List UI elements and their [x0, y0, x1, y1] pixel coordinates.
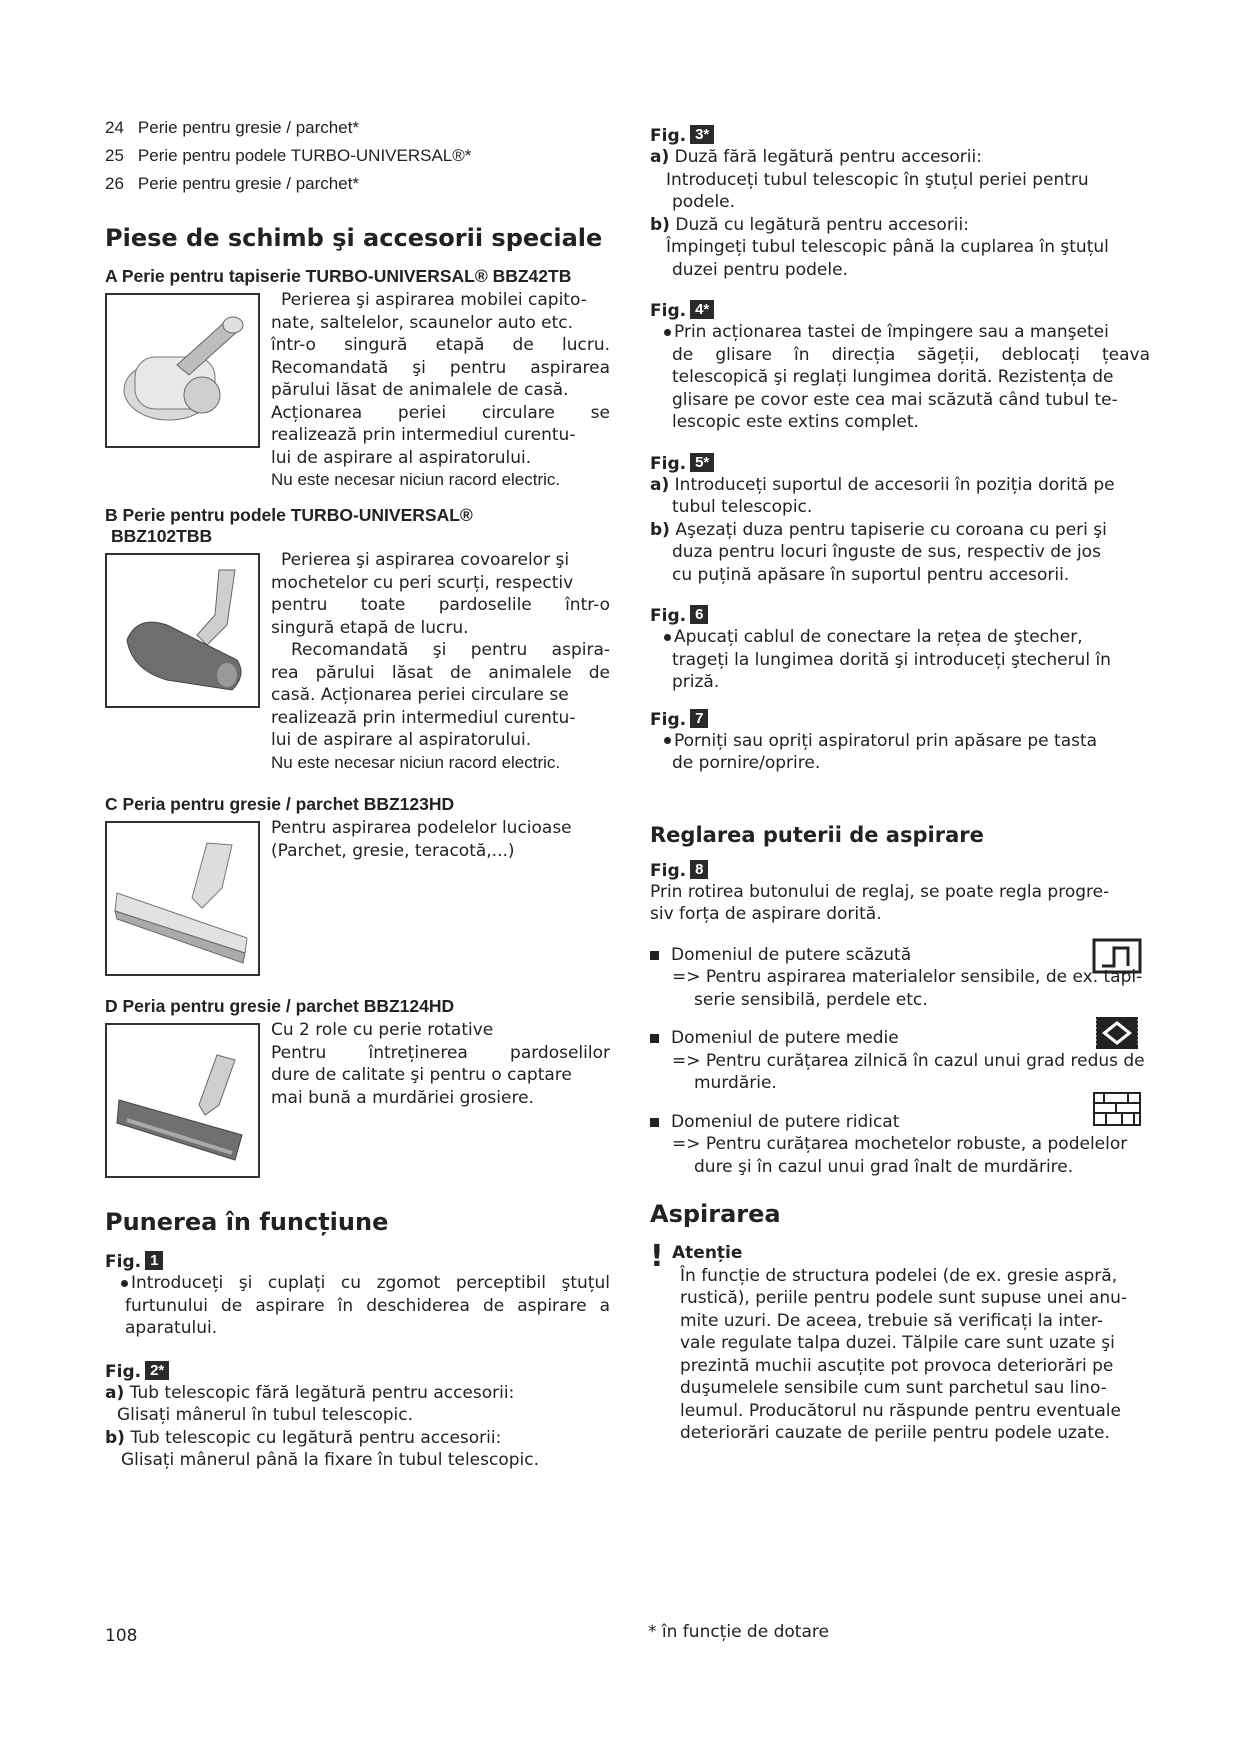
fig-3-b-line: duzei pentru podele.	[672, 259, 848, 280]
power-level-desc: Pentru curățarea zilnică în cazul unui grad redus de	[705, 1050, 1145, 1071]
power-level-low	[650, 944, 1150, 1012]
fig-3-a-line: podele.	[672, 192, 736, 212]
fig-6-line: Apucați cablul de conectare la rețea de ştecher,	[674, 627, 1083, 647]
accessory-b-title	[105, 505, 610, 547]
power-level-desc: serie sensibilă, perdele etc.	[694, 989, 928, 1010]
fig-5-a	[650, 474, 1150, 497]
list-item-text: Perie pentru gresie / parchet*	[137, 174, 360, 193]
vacuuming-heading: Aspirarea	[650, 1200, 781, 1228]
fig-3-b	[650, 214, 1150, 237]
accessory-a-line: într-o singură etapă de lucru.	[271, 335, 610, 355]
accessory-c	[105, 817, 610, 992]
hard-floor-roller-brush-image	[105, 1023, 260, 1178]
accessory-a	[105, 289, 610, 489]
fig-2-a-text: Tub telescopic fără legătură pentru accesorii:	[129, 1382, 515, 1403]
accessory-c-title: C Peria pentru gresie / parchet BBZ123HD	[105, 794, 455, 814]
accessory-d-line: Pentru întreținerea pardoselilor	[271, 1042, 610, 1063]
fig-5-b-line: cu puțină apăsare în suportul pentru accesorii.	[672, 564, 1070, 585]
fig-1-text	[105, 1272, 610, 1340]
fig-7-line: Porniți sau opriți aspiratorul prin apăsare pe tasta	[674, 730, 1098, 751]
arrow-icon: =>	[672, 967, 701, 987]
list-item	[105, 114, 610, 142]
bullet-icon	[650, 1118, 659, 1127]
accessory-b-line: rea părului lăsat de animalele de	[271, 662, 610, 683]
accessory-d-line: dure de calitate şi pentru o captare	[271, 1065, 572, 1085]
fig-1-line: Introduceți şi cuplați cu zgomot perceptibil ştuțul	[131, 1273, 610, 1293]
power-level-high	[650, 1111, 1150, 1179]
bullet-icon	[650, 1034, 659, 1043]
accessory-a-line: Perierea şi aspirarea mobilei capito-	[281, 290, 587, 310]
fig-7-label	[650, 704, 1150, 730]
warning-block	[650, 1239, 1150, 1445]
accessory-b-model: BBZ102TBB	[111, 526, 213, 546]
fig-4-text	[650, 321, 1150, 434]
warning-line: rustică), periile pentru podele sunt supuse unei anu-	[680, 1288, 1127, 1308]
power-level-name: Domeniul de putere medie	[671, 1028, 899, 1048]
fig-8-line: Prin rotirea butonului de reglaj, se poate regla progre-	[650, 881, 1110, 902]
fig-number-badge: 2*	[145, 1361, 169, 1380]
fig-6-line: trageți la lungimea dorită şi introduceți ştecherul în	[672, 649, 1111, 670]
fig-4-line: Prin acționarea tastei de împingere sau a manşetei	[674, 322, 1109, 342]
fig-2-a	[105, 1382, 610, 1405]
warning-icon: !	[650, 1239, 664, 1274]
warning-line: vale regulate talpa duzei. Tălpile care sunt uzate şi	[680, 1333, 1115, 1353]
curtain-icon	[1092, 938, 1142, 974]
bullet-icon	[664, 634, 671, 641]
fig-5-b-line: duza pentru locuri înguste de sus, respectiv de jos	[672, 542, 1101, 562]
list-item	[105, 170, 610, 198]
power-level-desc: murdărie.	[694, 1073, 777, 1093]
fig-2-b-detail: Glisați mânerul până la fixare în tubul telescopic.	[121, 1450, 540, 1470]
fig-4-line: telescopică şi reglați lungimea dorită. Rezistența de	[672, 367, 1114, 387]
right-column	[650, 120, 1150, 1445]
fig-label-text: Fig.	[650, 606, 687, 626]
bullet-icon	[650, 951, 659, 960]
accessory-b-line: mochetelor cu peri scurți, respectiv	[271, 572, 574, 593]
fig-1-line: furtunului de aspirare în deschiderea de aspirare a	[125, 1295, 610, 1316]
warning-title: Atenție	[672, 1243, 743, 1263]
upholstery-brush-image	[105, 293, 260, 448]
fig-4-line: glisare pe covor este cea mai scăzută când tubul te-	[672, 389, 1118, 410]
accessory-a-line: părului lăsat de animalele de casă.	[271, 380, 569, 400]
accessory-a-line: nate, saltelelor, scaunelor auto etc.	[271, 312, 574, 333]
floor-icon	[1092, 1091, 1142, 1127]
accessory-d-title: D Peria pentru gresie / parchet BBZ124HD	[105, 996, 455, 1016]
accessory-b-line: Recomandată şi pentru aspira-	[291, 640, 610, 660]
fig-5-a-line: tubul telescopic.	[672, 497, 813, 517]
page-number: 108	[105, 1626, 138, 1646]
accessory-b-line: casă. Acționarea periei circulare se	[271, 685, 569, 705]
power-level-medium	[650, 1027, 1150, 1095]
item-key: a)	[650, 147, 670, 167]
startup-heading: Punerea în funcțiune	[105, 1208, 389, 1236]
left-column	[105, 114, 610, 1472]
fig-label-text: Fig.	[105, 1361, 142, 1382]
fig-label-text: Fig.	[105, 1252, 142, 1272]
accessory-c-line: Pentru aspirarea podelelor lucioase	[271, 818, 572, 838]
accessory-c-line: (Parchet, gresie, teracotă,...)	[271, 840, 515, 861]
fig-7-text	[650, 730, 1150, 775]
fig-4-line: lescopic este extins complet.	[672, 412, 919, 432]
warning-line: În funcție de structura podelei (de ex. gresie aspră,	[680, 1265, 1118, 1286]
spare-parts-heading: Piese de schimb şi accesorii speciale	[105, 224, 603, 252]
fig-label-text: Fig.	[650, 126, 687, 146]
fig-5-b-line: Aşezați duza pentru tapiserie cu coroana cu peri şi	[675, 519, 1107, 540]
fig-3-a	[650, 146, 1150, 169]
power-level-desc: Pentru curățarea mochetelor robuste, a podelelor	[705, 1134, 1128, 1154]
power-level-desc: Pentru aspirarea materialelor sensibile, de ex. tapi-	[705, 967, 1143, 987]
fig-label-text: Fig.	[650, 860, 687, 881]
fig-6-text	[650, 626, 1150, 694]
accessory-b-title-line: B Perie pentru podele TURBO-UNIVERSAL®	[105, 505, 473, 525]
accessory-d	[105, 1019, 610, 1194]
footnote: * în funcție de dotare	[648, 1622, 829, 1642]
accessory-b-note: Nu este necesar niciun racord electric.	[271, 752, 561, 772]
list-item	[105, 142, 610, 170]
rug-icon	[1092, 1015, 1142, 1051]
list-item-text: Perie pentru gresie / parchet*	[137, 118, 360, 137]
fig-number-badge: 1	[145, 1251, 163, 1270]
accessory-b-line: Perierea şi aspirarea covoarelor şi	[281, 550, 570, 570]
warning-line: leumul. Producătorul nu răspunde pentru eventuale	[680, 1400, 1121, 1421]
fig-6-label	[650, 600, 1150, 626]
accessory-b-line: pentru toate pardoselile într-o	[271, 595, 610, 615]
fig-4-line: de glisare în direcția săgeții, deblocați țeava	[672, 344, 1150, 365]
parts-list	[105, 114, 610, 198]
fig-3-a-line: Introduceți tubul telescopic în ştuțul periei pentru	[666, 169, 1089, 190]
accessory-a-line: Recomandată şi pentru aspirarea	[271, 357, 610, 378]
list-item-number: 26	[105, 174, 124, 193]
accessory-b-line: realizează prin intermediul curentu-	[271, 707, 576, 728]
power-level-desc: dure şi în cazul unui grad înalt de murdărire.	[694, 1156, 1074, 1177]
fig-label-text: Fig.	[650, 301, 687, 321]
fig-label-text: Fig.	[650, 709, 687, 730]
accessory-a-title: A Perie pentru tapiserie TURBO-UNIVERSAL® BBZ42TB	[105, 266, 572, 286]
fig-2-label	[105, 1356, 610, 1382]
fig-4-label	[650, 295, 1150, 321]
fig-3-b-text: Duză cu legătură pentru accesorii:	[675, 214, 969, 235]
fig-2-b-text: Tub telescopic cu legătură pentru accesorii:	[130, 1427, 502, 1448]
fig-number-badge: 6	[690, 605, 708, 624]
accessory-b-line: singură etapă de lucru.	[271, 617, 469, 638]
fig-1-line: aparatului.	[125, 1318, 218, 1338]
warning-line: mite uzuri. De aceea, trebuie să verificați la inter-	[680, 1310, 1103, 1331]
list-item-number: 25	[105, 146, 124, 165]
fig-2-b	[105, 1427, 610, 1450]
item-key: b)	[650, 519, 670, 540]
fig-number-badge: 8	[690, 860, 708, 879]
fig-label-text: Fig.	[650, 453, 687, 474]
accessory-a-line: realizează prin intermediul curentu-	[271, 425, 576, 445]
hard-floor-brush-image	[105, 821, 260, 976]
list-item-text: Perie pentru podele TURBO-UNIVERSAL®*	[137, 146, 472, 165]
fig-8-label	[650, 855, 1150, 881]
accessory-b-line: lui de aspirare al aspiratorului.	[271, 730, 532, 750]
power-level-name: Domeniul de putere scăzută	[671, 944, 912, 965]
fig-6-line: priză.	[672, 672, 720, 692]
accessory-a-note: Nu este necesar niciun racord electric.	[271, 470, 561, 489]
fig-7-line: de pornire/oprire.	[672, 753, 821, 773]
accessory-d-line: Cu 2 role cu perie rotative	[271, 1020, 494, 1040]
fig-3-label	[650, 120, 1150, 146]
accessory-a-line: lui de aspirare al aspiratorului.	[271, 447, 532, 468]
warning-line: deteriorări cauzate de periile pentru podele uzate.	[680, 1423, 1110, 1443]
arrow-icon: =>	[672, 1134, 701, 1154]
arrow-icon: =>	[672, 1050, 701, 1071]
accessory-d-line: mai bună a murdăriei grosiere.	[271, 1087, 534, 1108]
floor-turbo-brush-image	[105, 553, 260, 708]
power-heading: Reglarea puterii de aspirare	[650, 822, 984, 847]
fig-number-badge: 5*	[690, 453, 714, 472]
fig-5-a-line: Introduceți suportul de accesorii în poziția dorită pe	[674, 474, 1115, 495]
power-level-name: Domeniul de putere ridicat	[671, 1111, 900, 1132]
fig-number-badge: 7	[690, 709, 708, 728]
fig-2-a-detail: Glisați mânerul în tubul telescopic.	[117, 1405, 413, 1425]
warning-line: prezintă muchii ascuțite pot provoca deteriorări pe	[680, 1355, 1114, 1376]
fig-number-badge: 3*	[690, 125, 714, 144]
fig-5-label	[650, 448, 1150, 474]
fig-5-b	[650, 519, 1150, 542]
bullet-icon	[121, 1280, 128, 1287]
bullet-icon	[664, 329, 671, 336]
bullet-icon	[664, 737, 671, 744]
item-key: b)	[105, 1427, 125, 1448]
fig-3-b-line: Împingeți tubul telescopic până la cuplarea în ştuțul	[666, 237, 1109, 257]
fig-number-badge: 4*	[690, 300, 714, 319]
item-key: a)	[105, 1382, 125, 1403]
accessory-b	[105, 549, 610, 774]
warning-line: duşumelele sensibile cum sunt parchetul sau lino-	[680, 1378, 1107, 1398]
fig-1-label	[105, 1246, 610, 1272]
item-key: a)	[650, 474, 670, 495]
list-item-number: 24	[105, 118, 124, 137]
fig-8-line: siv forța de aspirare dorită.	[650, 904, 882, 924]
accessory-a-line: Acționarea periei circulare se	[271, 402, 610, 423]
fig-3-a-text: Duză fără legătură pentru accesorii:	[674, 147, 982, 167]
item-key: b)	[650, 214, 670, 235]
